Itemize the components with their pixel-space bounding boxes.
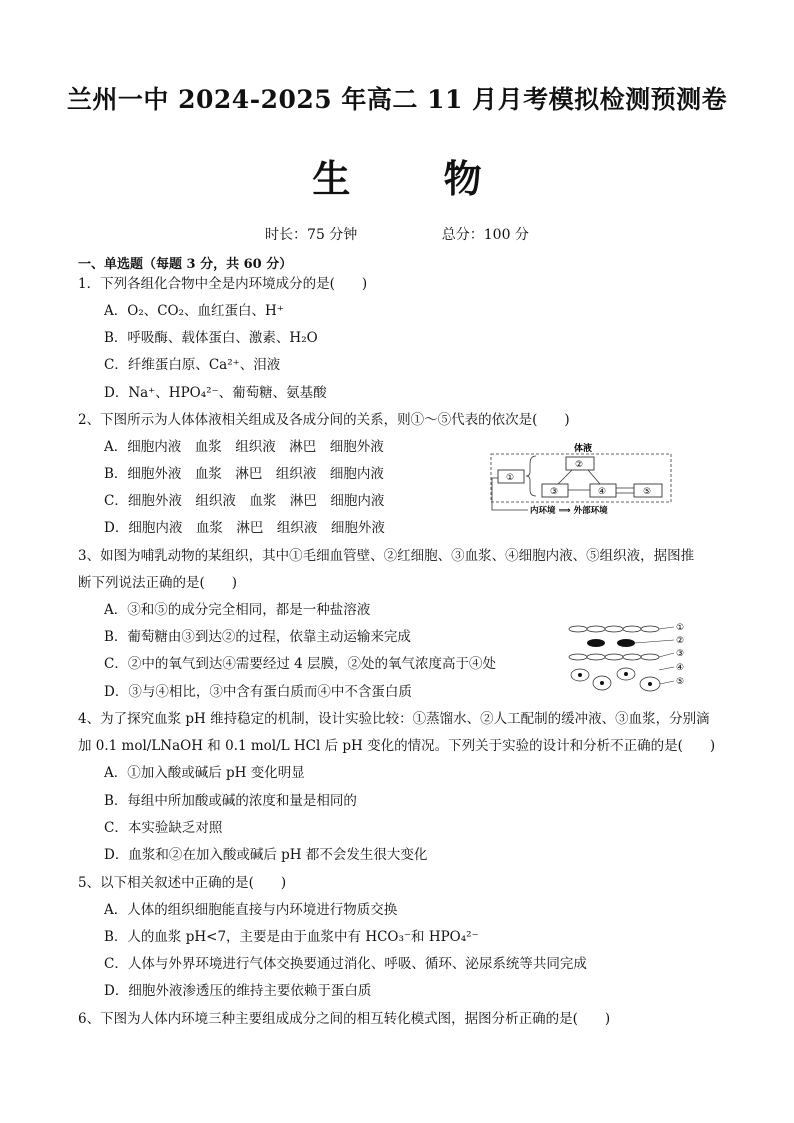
exam-title: 兰州一中 2024-2025 年高二 11 月月考模拟检测预测卷 <box>66 85 728 114</box>
q5-stem: 5、以下相关叙述中正确的是( ) <box>78 875 287 891</box>
body-fluid-label: 体液 <box>574 444 593 454</box>
q4-stem-line2: 加 0.1 mol/LNaOH 和 0.1 mol/L HCl 后 pH 变化的情况。下列关于实验的设计和分析不正确的是( ) <box>78 738 716 754</box>
q3-option-a: A．③和⑤的成分完全相同，都是一种盐溶液 <box>104 602 371 618</box>
label-4: ④ <box>676 663 685 673</box>
q2-option-d: D．细胞内液 血浆 淋巴 组织液 细胞外液 <box>104 520 385 536</box>
label-2: ② <box>676 636 685 646</box>
total-score: 总分：100 分 <box>441 227 529 243</box>
q3-option-b: B．葡萄糖由③到达②的过程，依靠主动运输来完成 <box>104 629 411 645</box>
duration: 时长：75 分钟 <box>265 227 358 243</box>
q2-stem: 2、下图所示为人体体液相关组成及各成分间的关系，则①～⑤代表的依次是( ) <box>78 412 570 428</box>
label-leaders <box>635 627 674 684</box>
brace <box>526 456 536 496</box>
q4-option-c: C．本实验缺乏对照 <box>104 820 223 836</box>
q1-option-c: C．纤维蛋白原、Ca²⁺、泪液 <box>104 357 281 373</box>
node-1-label: ① <box>506 473 515 483</box>
q1-option-d: D．Na⁺、HPO₄²⁻、葡萄糖、氨基酸 <box>104 385 327 401</box>
q3-stem-line1: 3、如图为哺乳动物的某组织，其中①毛细血管壁、②红细胞、③血浆、④细胞内液、⑤组织液，据图推 <box>78 548 695 564</box>
label-1: ① <box>676 623 685 633</box>
q3-option-c: C．②中的氧气到达④需要经过 4 层膜，②处的氧气浓度高于④处 <box>104 656 497 672</box>
section-heading: 一、单选题（每题 3 分，共 60 分） <box>78 257 293 272</box>
arrow-2-3 <box>558 470 572 484</box>
label-5: ⑤ <box>676 677 685 687</box>
node-4-label: ④ <box>598 487 607 497</box>
q5-option-b: B．人的血浆 pH<7，主要是由于血浆中有 HCO₃⁻和 HPO₄²⁻ <box>104 929 479 945</box>
q3-stem-line2: 断下列说法正确的是( ) <box>78 575 238 591</box>
q1-option-a: A．O₂、CO₂、血红蛋白、H⁺ <box>104 303 284 319</box>
q2-option-c: C．细胞外液 组织液 血浆 淋巴 细胞内液 <box>104 493 385 509</box>
q3-option-d: D．③与④相比，③中含有蛋白质而④中不含蛋白质 <box>104 684 412 700</box>
subject-title: 生 物 <box>312 156 522 201</box>
q2-option-a: A．细胞内液 血浆 组织液 淋巴 细胞外液 <box>104 439 384 455</box>
q1-option-b: B．呼吸酶、载体蛋白、激素、H₂O <box>104 330 318 346</box>
red-blood-cell <box>587 639 605 647</box>
q4-option-d: D．血浆和②在加入酸或碱后 pH 都不会发生很大变化 <box>104 847 428 863</box>
tissue-cells <box>571 668 660 691</box>
q5-option-c: C．人体与外界环境进行气体交换要通过消化、呼吸、循环、泌尿系统等共同完成 <box>104 956 587 972</box>
capillary-wall-bottom <box>569 654 659 660</box>
q2-option-b: B．细胞外液 血浆 淋巴 组织液 细胞内液 <box>104 466 384 482</box>
exam-meta <box>0 224 794 244</box>
q5-option-a: A．人体的组织细胞能直接与内环境进行物质交换 <box>104 902 398 918</box>
node-3-label: ③ <box>550 487 559 497</box>
q5-option-d: D．细胞外液渗透压的维持主要依赖于蛋白质 <box>104 983 372 999</box>
node-5-label: ⑤ <box>643 487 652 497</box>
arrow-2-4 <box>588 470 600 484</box>
q4-option-b: B．每组中所加酸或碱的浓度和量是相同的 <box>104 793 357 809</box>
red-blood-cell <box>617 639 635 647</box>
q1-stem: 1．下列各组化合物中全是内环境成分的是( ) <box>78 276 368 292</box>
capillary-wall-top <box>569 626 659 632</box>
q6-stem: 6、下图为人体内环境三种主要组成成分之间的相互转化模式图，据图分析正确的是( ) <box>78 1011 611 1027</box>
environment-caption: 内环境 ⟹ 外部环境 <box>530 506 608 516</box>
node-2-label: ② <box>575 460 584 470</box>
q3-tissue-diagram <box>566 620 696 700</box>
q2-body-fluid-diagram <box>488 440 678 524</box>
q4-stem-line1: 4、为了探究血浆 pH 维持稳定的机制，设计实验比较：①蒸馏水、②人工配制的缓冲液、③血浆，分别滴 <box>78 711 710 727</box>
label-3: ③ <box>676 649 685 659</box>
q4-option-a: A．①加入酸或碱后 pH 变化明显 <box>104 765 305 781</box>
